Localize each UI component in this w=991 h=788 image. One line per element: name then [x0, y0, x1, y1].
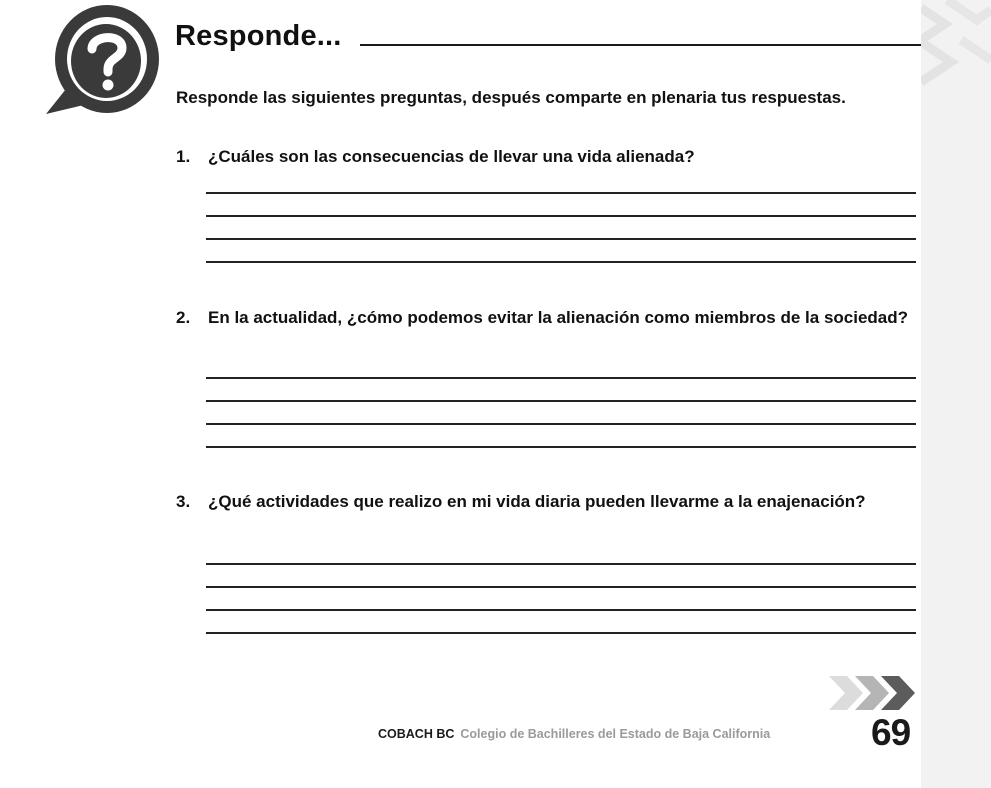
question-number: 3.	[176, 492, 191, 511]
footer-brand: COBACH BC	[378, 727, 455, 741]
question-number: 1.	[176, 147, 191, 166]
question-text: ¿Qué actividades que realizo en mi vida diaria pueden llevarme a la enajenación?	[208, 492, 866, 511]
question-bubble-icon	[44, 3, 160, 117]
section-header	[175, 14, 921, 58]
question-text: ¿Cuáles son las consecuencias de llevar una vida alienada?	[208, 147, 695, 166]
instructions-text: Responde las siguientes preguntas, después comparte en plenaria tus respuestas.	[176, 88, 846, 107]
answer-line[interactable]	[206, 400, 916, 402]
title-rule	[360, 44, 921, 46]
answer-line[interactable]	[206, 586, 916, 588]
answer-line[interactable]	[206, 192, 916, 194]
triple-chevron-arrow-icon	[829, 676, 921, 710]
answer-line[interactable]	[206, 261, 916, 263]
answer-line[interactable]	[206, 632, 916, 634]
answer-line[interactable]	[206, 446, 916, 448]
page-title: Responde...	[175, 20, 342, 52]
footer-credit	[378, 727, 770, 741]
answer-line[interactable]	[206, 609, 916, 611]
answer-line[interactable]	[206, 238, 916, 240]
question-text: En la actualidad, ¿cómo podemos evitar la alienación como miembros de la sociedad?	[208, 308, 909, 327]
chevron-pattern-icon	[921, 0, 991, 95]
answer-line[interactable]	[206, 215, 916, 217]
footer-school-name: Colegio de Bachilleres del Estado de Baja California	[460, 727, 771, 741]
question-number: 2.	[176, 308, 191, 327]
right-margin-band	[921, 0, 991, 788]
answer-line[interactable]	[206, 423, 916, 425]
answer-line[interactable]	[206, 563, 916, 565]
page-number: 69	[871, 712, 911, 753]
answer-line[interactable]	[206, 377, 916, 379]
